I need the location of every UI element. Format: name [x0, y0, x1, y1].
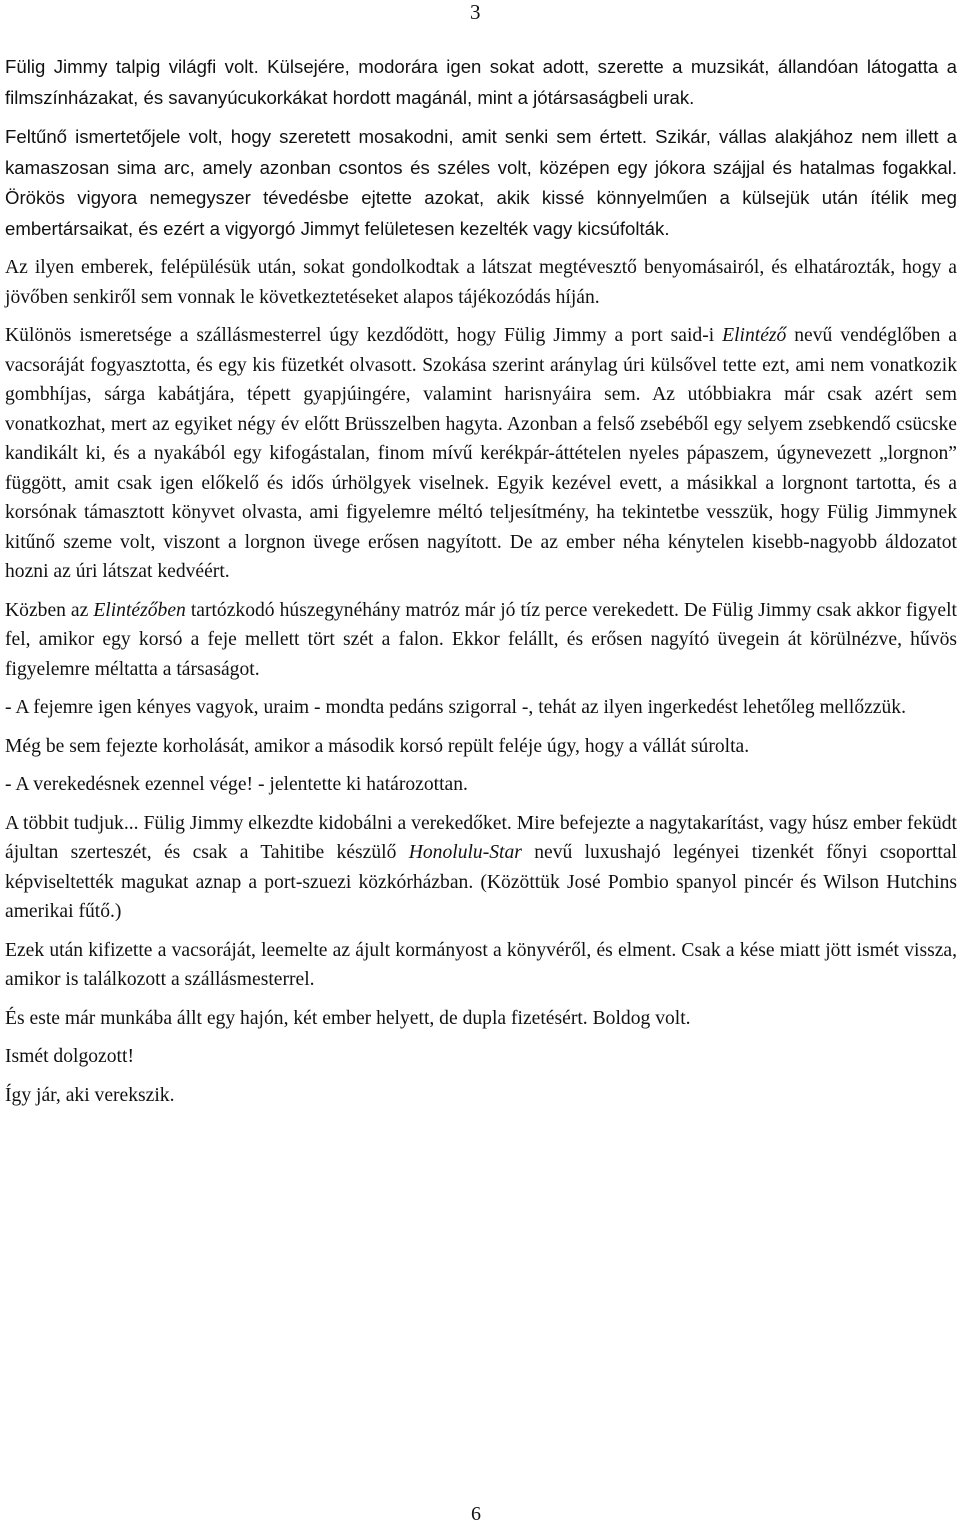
paragraph-12-text: Ismét dolgozott! [5, 1046, 134, 1067]
paragraph-9-part-3: nevű luxushajó legényei tizenkét főnyi csoporttal képviseltették magukat aznap a port-szuezi közkórházban. (Közöttük José Pombio spanyol pincér és Wilson Hutchins amerikai fűtő.) [5, 842, 957, 922]
paragraph-9-italic-name: Honolulu-Star [408, 842, 522, 863]
paragraph-2-part-2: Szikár, vállas alakjához nem illett a kamaszosan sima arc, amely azonban csontos és széles volt, középen egy jókora szájjal és hatalmas fogakkal. [5, 126, 957, 178]
paragraph-4-italic-name: Elintéző [722, 325, 787, 346]
paragraph-2-part-3: Örökös vigyora nemegyszer tévedésbe ejtette azokat, akik kissé könnyelműen a külsejük után ítélik meg embertársaikat, és ezért a vigyorgó Jimmyt felületesen kezelték vagy kicsúfolták. [5, 187, 957, 239]
paragraph-7 [5, 732, 957, 762]
paragraph-9 [5, 809, 957, 927]
paragraph-5-part-3: tartózkodó húszegynéhány matróz már jó tíz perce verekedett. De Fülig Jimmy csak akkor figyelt fel, amikor egy korsó a feje mellett tört szét a falon. Ekkor felállt, és erősen nagyító üvegein át körülnézve, hűvös figyelemre méltatta a társaságot. [5, 599, 958, 680]
paragraph-4-part-3: nevű vendéglőben a vacsoráját fogyasztotta, és egy kis füzetkét olvasott. Szokása szerint aránylag úri külsővel tette ezt, ami nem vonatkozik gombhíjas, sárga kabátjára, tépett gyapjúingére, valamint harisnyáira sem. Az utóbbiakra már csak azért sem vonatkozhat, mert az egyiket négy év előtt Brüsszelben hagyta. Azonban a felső zsebéből egy selyem zsebkendő csücske kandikált ki, és a nyakából egy kifogástalan, finom mívű kerékpár-áttételen nyeles pápaszem, úgynevezett „lorgnon” függött, amit csak igen előkelő és idős úrhölgyek viselnek. Egyik kezével evett, a másikkal a lorgnont tartotta, és a korsónak támasztott könyvet olvasta, ami figyelemre méltó teljesítmény, ha tekintetbe vesszük, hogy Fülig Jimmynek kitűnő szeme volt, viszont a lorgnon üvege erősen nagyított. De az ember néha kénytelen kisebb-nagyobb áldozatot hozni az úri látszat kedvéért. [5, 325, 958, 582]
paragraph-6-text: - A fejemre igen kényes vagyok, uraim - mondta pedáns szigorral -, tehát az ilyen ingerkedést lehetőleg mellőzzük. [5, 697, 906, 718]
paragraph-10 [5, 936, 957, 995]
paragraph-3 [5, 253, 957, 312]
paragraph-5-part-1: Közben az [5, 599, 94, 621]
paragraph-4 [5, 321, 957, 587]
top-page-number: 3 [470, 0, 481, 24]
paragraph-2-part-1: Feltűnő ismertetőjele volt, hogy szeretett mosakodni, amit senki sem értett. [5, 126, 648, 147]
body-text [5, 52, 957, 1119]
paragraph-10-text: Ezek után kifizette a vacsoráját, leemelte az ájult kormányost a könyvéről, és elment. Csak a kése miatt jött ismét vissza, amikor is találkozott a szállásmesterrel. [5, 939, 957, 990]
paragraph-8 [5, 770, 957, 800]
paragraph-1 [5, 52, 957, 113]
paragraph-6 [5, 693, 957, 723]
bottom-page-number: 6 [471, 1503, 481, 1525]
paragraph-2 [5, 122, 957, 244]
paragraph-5 [5, 596, 957, 685]
paragraph-4-part-1: Különös ismeretsége a szállásmesterrel úgy kezdődött, hogy Fülig Jimmy a port said-i [5, 325, 723, 346]
paragraph-11-text: És este már munkába állt egy hajón, két ember helyett, de dupla fizetésért. Boldog volt. [5, 1007, 691, 1029]
paragraph-11 [5, 1004, 957, 1034]
paragraph-8-text: - A verekedésnek ezennel vége! - jelentette ki határozottan. [5, 774, 468, 795]
paragraph-13-text: Így jár, aki verekszik. [5, 1084, 175, 1106]
paragraph-9-part-1: A többit tudjuk... Fülig Jimmy elkezdte kidobálni a verekedőket. Mire befejezte a nagytakarítást, vagy húsz ember feküdt ájultan szerteszét, és csak a Tahitibe készülő [5, 812, 957, 863]
paragraph-1-text: Fülig Jimmy talpig világfi volt. Külsejére, modorára igen sokat adott, szerette a muzsikát, állandóan látogatta a filmszínházakat, és savanyúcukorkákat hordott magánál, mint a jótársaságbeli urak. [5, 56, 957, 108]
paragraph-3-text: Az ilyen emberek, felépülésük után, sokat gondolkodtak a látszat megtévesztő benyomásairól, és elhatározták, hogy a jövőben senkiről sem vonnak le következtetéseket alapos tájékozódás híján. [5, 257, 957, 308]
paragraph-7-text: Még be sem fejezte korholását, amikor a második korsó repült feléje úgy, hogy a vállát súrolta. [5, 735, 750, 757]
paragraph-5-italic-name: Elintézőben [93, 599, 186, 621]
paragraph-12 [5, 1042, 957, 1072]
paragraph-13 [5, 1081, 957, 1111]
